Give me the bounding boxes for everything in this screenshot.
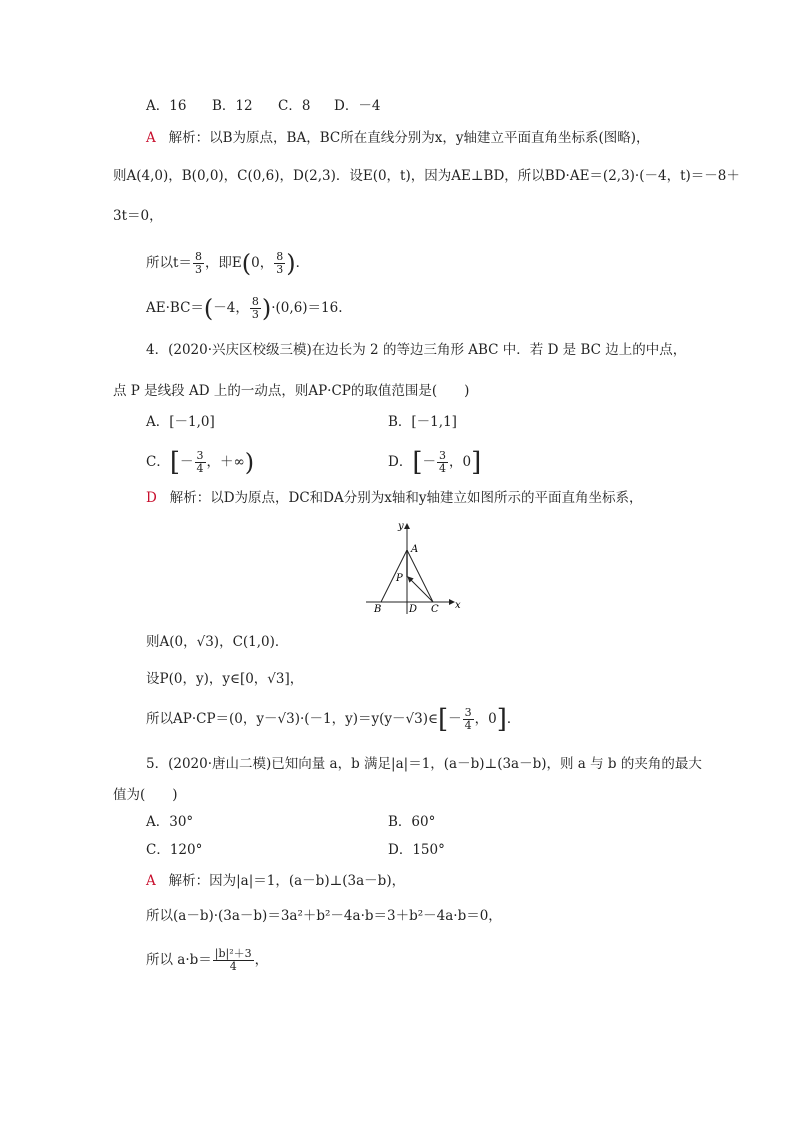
q4-analysis-text: 以D为原点，DC和DA分别为x轴和y轴建立如图所示的平面直角坐标系， <box>210 490 643 506</box>
bracket-right: ] <box>496 704 507 735</box>
label-b: B <box>374 604 382 615</box>
label-p: P <box>396 573 403 584</box>
q3-analysis-line3: 3t＝0， <box>113 208 163 224</box>
q3-dot-fraction <box>250 296 261 321</box>
q4-so-text: 所以AP·CP＝(0，y－√3)·(－1，y)＝y(y－√3)∈ <box>146 711 438 727</box>
q5-stem-line1: 5．(2020·唐山二模)已知向量 a，b 满足|a|＝1，(a－b)⊥(3a－b)，则 a 与 b 的夹角的最大 <box>146 756 702 772</box>
frac-num: 3 <box>464 706 472 719</box>
paren-right: ) <box>244 448 255 477</box>
q5-analysis-label: 解析： <box>168 873 210 889</box>
label-x: x <box>455 600 461 611</box>
q3-analysis-line4: 所以t＝ $\frac{8}{3}$ ，即E(0， $\frac{8}{3}$ )． <box>146 249 310 278</box>
q3-analysis-line2: 则A(4,0)，B(0,0)，C(0,6)，D(2,3)．设E(0，t)，因为AE⊥BD，所以BD·AE＝(2,3)·(－4，t)＝－8＋ <box>113 168 740 184</box>
q3-analysis-line5: AE·BC＝(－4， $\frac{8}{3}$ )·(0,6)＝16. <box>146 294 343 323</box>
label-a: A <box>411 544 419 555</box>
q3-option-d: D．－4 <box>334 98 381 114</box>
q4-option-b: B．[－1,1] <box>388 414 457 430</box>
paren-left: ( <box>203 294 214 323</box>
q5-option-b: B．60° <box>388 814 436 830</box>
q3-e-mid: ，即E <box>204 255 242 271</box>
q5-answer: A <box>146 873 156 889</box>
q4-line-set: 设P(0，y)，y∈[0，√3]， <box>146 671 304 687</box>
q5-stem-line2: 值为( ) <box>113 787 178 803</box>
frac-den: 3 <box>251 308 259 321</box>
q3-t-prefix: 所以t＝ <box>146 255 192 271</box>
q3-option-b: B．12 <box>212 98 253 114</box>
q3-option-a: A．16 <box>146 98 187 114</box>
q4-option-a: A．[－1,0] <box>146 414 215 430</box>
q4-line-so: 所以AP·CP＝(0，y－√3)·(－1，y)＝y(y－√3)∈[－ $\frac{3}{4}$ ，0]． <box>146 704 521 735</box>
segment-cp <box>408 577 433 602</box>
q3-option-c: C．8 <box>278 98 311 114</box>
q5-so2-suffix: ， <box>254 952 269 968</box>
q5-line-so2 <box>146 944 268 976</box>
bracket-right: ] <box>471 447 482 478</box>
q3-dot-prefix: AE·BC＝ <box>146 300 204 316</box>
frac-den: 4 <box>438 462 446 475</box>
frac-den: 4 <box>229 960 237 973</box>
label-y: y <box>398 521 404 532</box>
bracket-left: [ <box>412 447 423 478</box>
q3-analysis-line1 <box>146 128 650 148</box>
q4-analysis-label: 解析： <box>169 490 211 506</box>
q5-fraction <box>213 948 254 973</box>
q4-analysis <box>146 488 643 508</box>
q5-option-c: C．120° <box>146 842 203 858</box>
frac-den: 3 <box>194 263 202 276</box>
q3-analysis-text: 以B为原点，BA，BC所在直线分别为x，y轴建立平面直角坐标系(图略)， <box>209 130 650 146</box>
frac-den: 4 <box>196 462 204 475</box>
q4-d-fraction <box>437 450 448 475</box>
q4-option-d: D．[－ $\frac{3}{4}$ ，0] <box>388 447 482 478</box>
q4-option-c-label: C． <box>146 454 170 470</box>
q4-stem-line2: 点 P 是线段 AD 上的一动点，则AP·CP的取值范围是( ) <box>113 383 470 399</box>
bracket-left: [ <box>438 704 449 735</box>
q5-line-so1: 所以(a－b)·(3a－b)＝3a²＋b²－4a·b＝3＋b²－4a·b＝0， <box>146 908 502 924</box>
triangle-figure <box>362 518 472 616</box>
q5-so2-prefix: 所以 a·b＝ <box>146 952 212 968</box>
q5-analysis-text: 因为|a|＝1，(a－b)⊥(3a－b)， <box>209 873 406 889</box>
label-d: D <box>409 604 418 615</box>
label-c: C <box>431 604 439 615</box>
bracket-left: [ <box>169 447 180 478</box>
q4-option-d-label: D． <box>388 454 413 470</box>
frac-den: 3 <box>276 263 284 276</box>
frac-num: 8 <box>194 250 202 263</box>
q5-option-d: D．150° <box>388 842 445 858</box>
q3-e-fraction <box>274 251 285 276</box>
frac-num: 3 <box>438 449 446 462</box>
q4-stem-line1: 4．(2020·兴庆区校级三模)在边长为 2 的等边三角形 ABC 中．若 D 是 BC 边上的中点， <box>146 342 687 358</box>
paren-right: ) <box>286 249 296 278</box>
q3-analysis-label: 解析： <box>168 130 210 146</box>
q5-analysis <box>146 871 405 891</box>
q5-option-a: A．30° <box>146 814 194 830</box>
frac-num: 8 <box>276 250 284 263</box>
q4-answer: D <box>146 490 157 506</box>
frac-num: |b|²＋3 <box>214 947 252 960</box>
frac-num: 3 <box>196 449 204 462</box>
paren-right: ) <box>261 294 272 323</box>
q3-answer: A <box>146 130 156 146</box>
frac-num: 8 <box>251 295 259 308</box>
q3-t-fraction <box>193 251 204 276</box>
frac-den: 4 <box>464 719 472 732</box>
q4-option-c: C．[－ $\frac{3}{4}$ ，＋∞) <box>146 447 255 478</box>
q4-so-fraction <box>463 707 474 732</box>
paren-left: ( <box>241 249 252 278</box>
q4-c-fraction <box>195 450 206 475</box>
q4-line-then: 则A(0，√3)，C(1,0)． <box>146 634 289 650</box>
q3-dot-suffix: ·(0,6)＝16. <box>271 300 343 316</box>
